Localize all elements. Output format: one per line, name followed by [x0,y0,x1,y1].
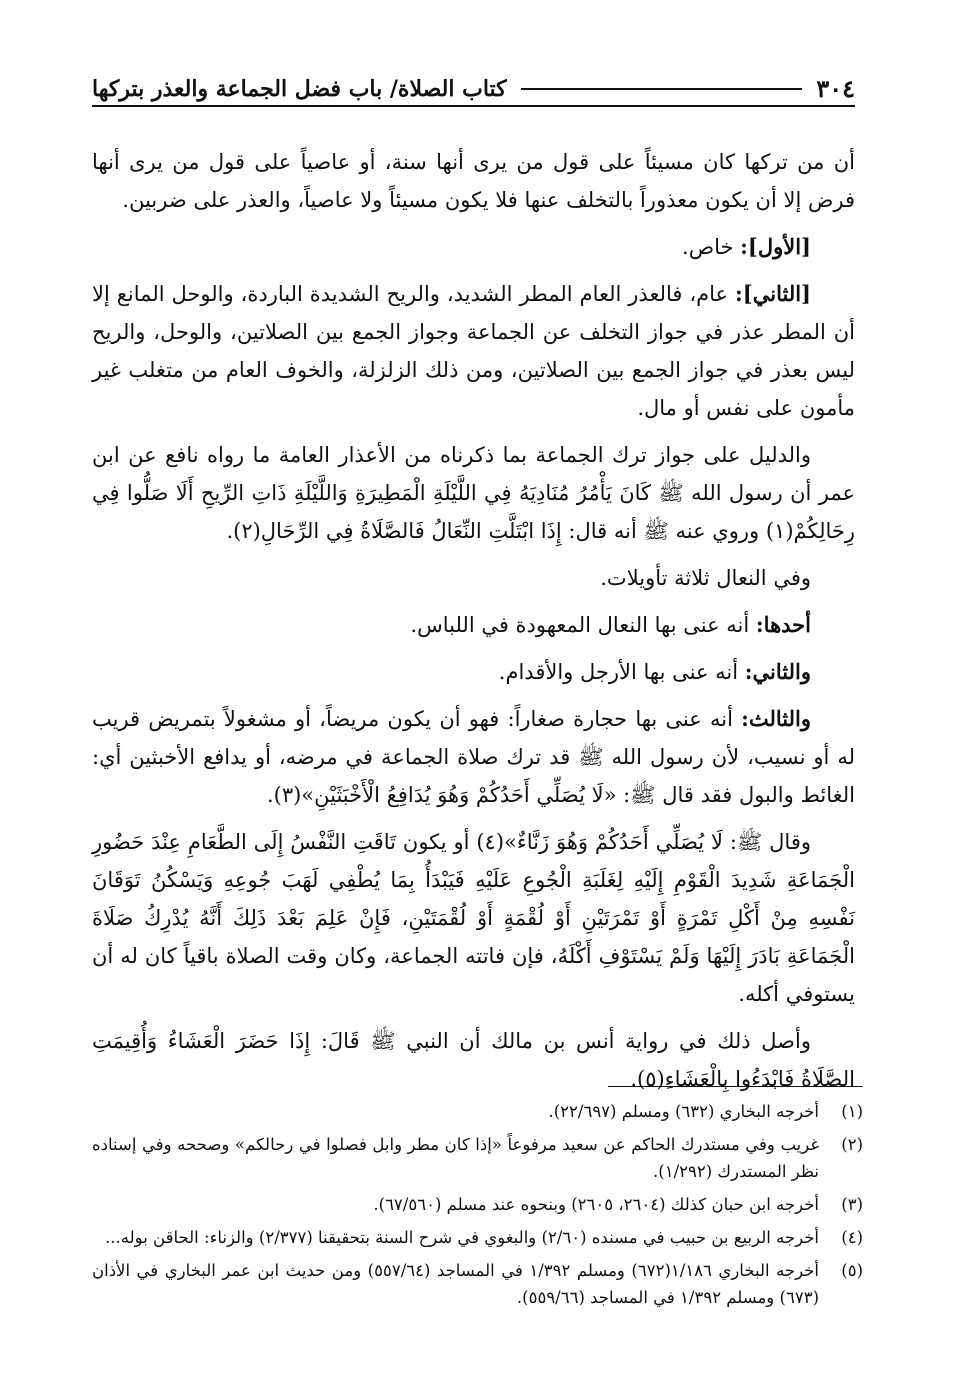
footnote [92,1257,863,1311]
paragraph-text: عام، فالعذر العام المطر الشديد، والريح الشديدة الباردة، والوحل المانع إلا أن المطر عذر في جواز التخلف عن الجماعة وجواز الجمع بين الصلاتين، والوحل، والريح ليس بعذر في جواز الجمع بين الصلاتين، ومن ذلك الزلزلة، والخوف العام من متغلب غير مأمون على نفس أو مال. [92,282,855,420]
footnote [92,1191,863,1218]
footnote-number: (٤) [841,1228,863,1247]
footnote [92,1131,863,1185]
paragraph [92,606,855,644]
footnote-text: أخرجه البخاري ١/١٨٦(٦٧٢) ومسلم ١/٣٩٢ في المساجد (٥٥٧/٦٤) ومن حديث ابن عمر البخاري في الأذان (٦٧٣) ومسلم ١/٣٩٢ في المساجد (٥٥٩/٦٦). [92,1261,820,1307]
paragraph: وأصل ذلك في رواية أنس بن مالك أن النبي ﷺ قَالَ: إِذَا حَضَرَ الْعَشَاءُ وَأُقِيمَتِ الصَّلَاةُ فَابْدَءُوا بِالْعَشَاءِ(٥). [92,1029,855,1091]
page-number: ٣٠٤ [816,74,855,103]
paragraph: أن من تركها كان مسيئاً على قول من يرى أنها سنة، أو عاصياً على قول من يرى أنها فرض إلا أن يكون معذوراً بالتخلف عنها فلا يكون مسيئاً ولا عاصياً، والعذر على ضربين. [92,150,855,212]
footnotes [92,1098,863,1317]
footnote-number: (١) [841,1102,863,1121]
paragraph: وفي النعال ثلاثة تأويلات. [600,566,811,590]
footnote-number: (٢) [841,1135,863,1154]
footnote [92,1098,863,1125]
paragraph [92,228,855,266]
paragraph-text: أنه عنى بها الأرجل والأقدام. [498,660,739,684]
footnote-divider [608,1086,863,1087]
footnote-number: (٣) [841,1195,863,1214]
header-divider [521,88,803,90]
paragraph [92,653,855,691]
section-label: [الأول]: [740,234,811,259]
footnote [92,1224,863,1251]
section-label: [الثاني]: [735,281,811,306]
section-label: أحدها: [755,612,811,637]
footnote-number: (٥) [841,1261,863,1280]
section-label: والثاني: [744,659,811,684]
footnote-text: أخرجه ابن حبان كذلك (٢٦٠٤، ٢٦٠٥) وبنحوه عند مسلم (٦٧/٥٦٠). [373,1195,819,1214]
paragraph: وقال ﷺ: لَا يُصَلِّي أَحَدُكُمْ وَهُوَ زَنَّاءٌ»(٤) أو يكون تَاقَتِ النَّفْسُ إِلَى الطَّعَامِ عِنْدَ حَضُورِ الْجَمَاعَةِ شَدِيدَ الْقَوْمِ إِلَيْهِ لِغَلَبَةِ الْجُوعِ عَلَيْهِ فَيَبْدَأُ بِمَا يُطْفِي لَهَبَ جُوعِهِ وَيَسْكُنُ تَوَقَانَ نَفْسِهِ مِنْ أَكْلِ تَمْرَةٍ أَوْ تَمْرَتَيْنِ أَوْ لُقْمَةٍ أَوْ لُقْمَتَيْنِ، فَإِنْ عَلِمَ بَعْدَ ذَلِكَ أَنَّهُ يُدْرِكُ صَلَاةَ الْجَمَاعَةِ بَادَرَ إِلَيْهَا وَلَمْ يَسْتَوْفِ أَكْلَهُ، فإن فاتته الجماعة، وكان وقت الصلاة باقياً كان له أن يستوفي أكله. [92,830,855,1006]
paragraph [92,275,855,427]
footnote-text: أخرجه البخاري (٦٣٢) ومسلم (٢٢/٦٩٧). [548,1102,819,1121]
footnote-text: غريب وفي مستدرك الحاكم عن سعيد مرفوعاً «إذا كان مطر وابل فصلوا في رحالكم» وصححه وفي إسناده نظر المستدرك (١/٢٩٢). [92,1135,819,1181]
page [92,74,855,1107]
running-title: كتاب الصلاة/ باب فضل الجماعة والعذر بتركها [92,75,507,102]
main-text [92,143,855,1098]
paragraph-text: أنه عنى بها حجارة صغاراً: فهو أن يكون مريضاً، أو مشغولاً بتمريض قريب له أو نسيب، لأن رسول الله ﷺ قد ترك صلاة الجماعة في مرضه، أو يدافع الأخبثين أي: الغائط والبول فقد قال ﷺ: «لَا يُصَلِّي أَحَدُكُمْ وَهُوَ يُدَافِعُ الْأَخْبَثَيْنِ»(٣). [92,707,855,807]
paragraph: والدليل على جواز ترك الجماعة بما ذكرناه من الأعذار العامة ما رواه نافع عن ابن عمر أن رسول الله ﷺ كَانَ يَأْمُرُ مُنَادِيَهُ فِي اللَّيْلَةِ الْمَطِيرَةِ وَاللَّيْلَةِ ذَاتِ الرِّيحِ أَلَا صَلُّوا فِي رِحَالِكُمْ(١) وروي عنه ﷺ أنه قال: إِذَا ابْتَلَّتِ النِّعَالُ فَالصَّلَاةُ فِي الرِّحَالِ(٢). [92,443,855,543]
footnote-text: أخرجه الربيع بن حبيب في مسنده (٢/٦٠) والبغوي في شرح السنة بتحقيقنا (٢/٣٧٧) والزناء: الحاقن بوله... [105,1228,819,1247]
paragraph-text: خاص. [682,235,734,259]
page-header [92,74,855,107]
paragraph [92,700,855,814]
section-label: والثالث: [741,706,811,731]
paragraph-text: أنه عنى بها النعال المعهودة في اللباس. [410,613,750,637]
